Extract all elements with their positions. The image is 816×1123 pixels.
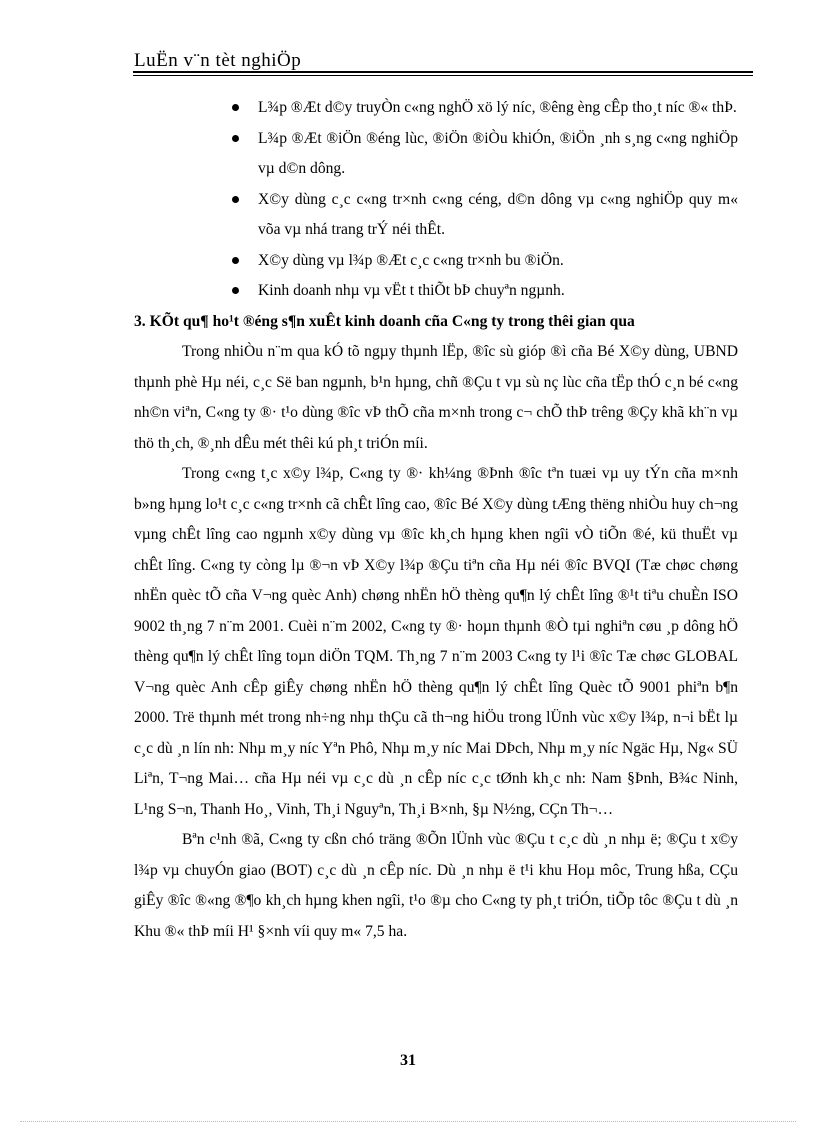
header-title: LuËn v¨n tèt nghiÖp (134, 50, 302, 71)
header-rule-thin (133, 75, 753, 76)
bullet-icon (232, 135, 239, 142)
page-number: 31 (400, 1052, 416, 1069)
list-item: Kinh doanh nhµ vµ vËt t thiÕt bÞ chuyªn ngµnh. (134, 276, 738, 307)
paragraph: Trong c«ng t¸c x©y l¾p, C«ng ty ®· kh¼ng ®Þnh ®îc tªn tuæi vµ uy tÝn cña m×nh b»ng hµng lo¹t c¸c c«ng tr×nh cã chÊt lîng cao, ®îc Bé X©y dùng tÆng thëng nhiÒu huy ch¬ng vµng chÊt lîng cao ngµnh x©y dùng vµ ®îc kh¸ch hµng khen ngîi vÒ tiÕn ®é, kü thuËt vµ chÊt lîng. C«ng ty còng lµ ®¬n vÞ X©y l¾p ®Çu tiªn cña Hµ néi ®îc BVQI (Tæ chøc chøng nhËn quèc tÕ cña V¬ng quèc Anh) chøng nhËn hÖ thèng qu¶n lý chÊt lîng ®¹t tiªu chuÈn ISO 9002 th¸ng 7 n¨m 2001. Cuèi n¨m 2002, C«ng ty ®· hoµn thµnh ®Ò tµi nghiªn cøu ¸p dông hÖ thèng qu¶n lý chÊt lîng toµn diÖn TQM. Th¸ng 7 n¨m 2003 C«ng ty l¹i ®îc Tæ chøc GLOBAL V¬ng quèc Anh cÊp giÊy chøng nhËn hÖ thèng qu¶n lý chÊt lîng Quèc tÕ 9001 phiªn b¶n 2000. Trë thµnh mét trong nh÷ng nhµ thÇu cã th¬ng hiÖu trong lÜnh vùc x©y l¾p, n¬i bËt lµ c¸c dù ¸n lín nh: Nhµ m¸y níc Yªn Phô, Nhµ m¸y níc Mai DÞch, Nhµ m¸y níc Ngäc Hµ, Ng« SÜ Liªn, T¬ng Mai… cña Hµ néi vµ c¸c dù ¸n cÊp níc c¸c tØnh kh¸c nh: Nam §Þnh, B¾c Ninh, L¹ng S¬n, Thanh Ho¸, Vinh, Th¸i Nguyªn, Th¸i B×nh, §µ N½ng, CÇn Th¬… (134, 465, 738, 818)
bullet-icon (232, 196, 239, 203)
paragraph: Trong nhiÒu n¨m qua kÓ tõ ngµy thµnh lËp, ®îc sù gióp ®ì cña Bé X©y dùng, UBND thµnh phè Hµ néi, c¸c Së ban ngµnh, b¹n hµng, chñ ®Çu t vµ sù nç lùc cña tËp thÓ c¸n bé c«ng nh©n viªn, C«ng ty ®· t¹o dùng ®îc vÞ thÕ cña m×nh trong c¬ chÕ thÞ trêng ®Çy khã kh¨n vµ thö th¸ch, ®¸nh dÊu mét thêi kú ph¸t triÓn míi. (134, 343, 738, 452)
section-heading: 3. KÕt qu¶ ho¹t ®éng s¶n xuÊt kinh doanh cña C«ng ty trong thêi gian qua (134, 312, 635, 330)
list-item: L¾p ®Æt ®iÖn ®éng lùc, ®iÖn ®iÒu khiÓn, ®iÖn ¸nh s¸ng c«ng nghiÖp vµ d©n dông. (134, 124, 738, 185)
list-item: X©y dùng vµ l¾p ®Æt c¸c c«ng tr×nh bu ®iÖn. (134, 246, 738, 277)
bullet-icon (232, 104, 239, 111)
bullet-icon (232, 257, 239, 264)
bullet-list (134, 93, 738, 307)
list-item: L¾p ®Æt d©y truyÒn c«ng nghÖ xö lý níc, ®êng èng cÊp tho¸t níc ®« thÞ. (134, 93, 738, 124)
page-body (134, 93, 738, 947)
list-item: X©y dùng c¸c c«ng tr×nh c«ng céng, d©n dông vµ c«ng nghiÖp quy m« võa vµ nhá trang trÝ néi thÊt. (134, 185, 738, 246)
page-bottom-border (20, 1121, 796, 1122)
bullet-icon (232, 287, 239, 294)
paragraph: Bªn c¹nh ®ã, C«ng ty cßn chó träng ®Õn lÜnh vùc ®Çu t c¸c dù ¸n nhµ ë; ®Çu t x©y l¾p vµ chuyÓn giao (BOT) c¸c dù ¸n cÊp níc. Dù ¸n nhµ ë t¹i khu Hoµ môc, Trung hßa, CÇu giÊy ®îc ®«ng ®¶o kh¸ch hµng khen ngîi, t¹o ®µ cho C«ng ty ph¸t triÓn, tiÕp tôc ®Çu t dù ¸n Khu ®« thÞ míi H¹ §×nh víi quy m« 7,5 ha. (134, 831, 738, 940)
header-rule-thick (133, 71, 753, 73)
